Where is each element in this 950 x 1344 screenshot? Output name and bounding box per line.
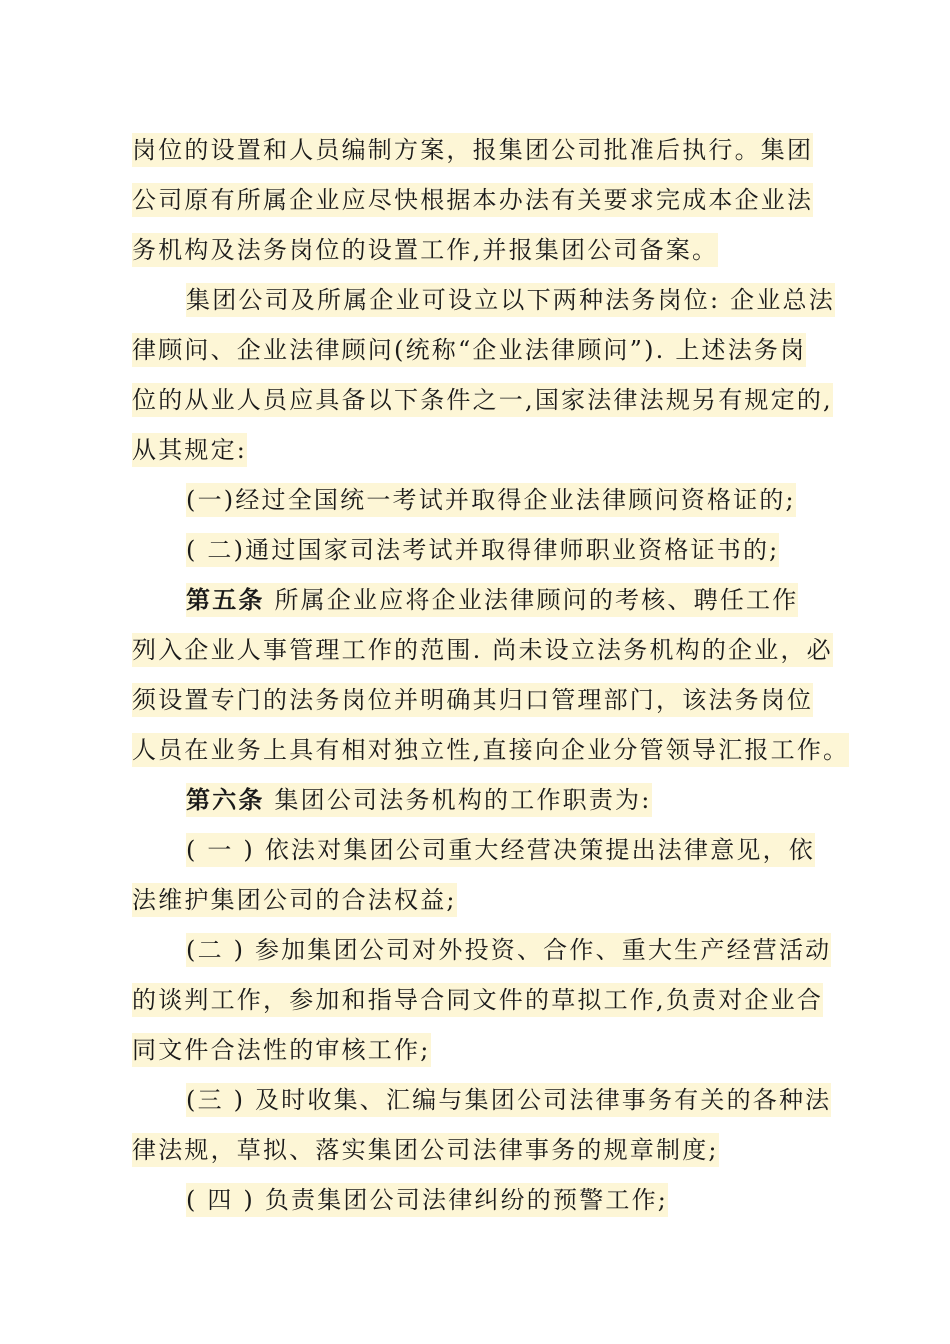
- text-line: [132, 725, 849, 775]
- text-line: [186, 825, 815, 875]
- article-text: 所属企业应将企业法律顾问的考核、聘任工作: [264, 586, 799, 614]
- line-text: 法维护集团公司的合法权益;: [132, 883, 457, 917]
- line-text: [186, 583, 798, 617]
- line-text: 务机构及法务岗位的设置工作,并报集团公司备案。: [132, 233, 718, 267]
- article-heading-line: [186, 775, 652, 825]
- text-line: [132, 625, 833, 675]
- line-text: 位的从业人员应具备以下条件之一,国家法律法规另有规定的,: [132, 383, 833, 417]
- text-line: [132, 1125, 719, 1175]
- text-line: [186, 1175, 668, 1225]
- text-line: [132, 125, 813, 175]
- line-text: ( 二)通过国家司法考试并取得律师职业资格证书的;: [186, 533, 779, 567]
- line-text: 须设置专门的法务岗位并明确其归口管理部门，该法务岗位: [132, 683, 813, 717]
- text-line: [186, 475, 796, 525]
- line-text: ( 四 ) 负责集团公司法律纠纷的预警工作;: [186, 1183, 668, 1217]
- line-text: 律顾问、企业法律顾问(统称“企业法律顾问”). 上述法务岗: [132, 333, 806, 367]
- text-line: [132, 975, 823, 1025]
- line-text: 从其规定:: [132, 433, 247, 467]
- line-text: (一)经过全国统一考试并取得企业法律顾问资格证的;: [186, 483, 796, 517]
- text-line: [132, 1025, 431, 1075]
- line-text: 列入企业人事管理工作的范围. 尚未设立法务机构的企业，必: [132, 633, 833, 667]
- line-text: 同文件合法性的审核工作;: [132, 1033, 431, 1067]
- article-number: 第五条: [186, 585, 265, 614]
- text-line: [132, 875, 457, 925]
- line-text: ( 一 ) 依法对集团公司重大经营决策提出法律意见，依: [186, 833, 815, 867]
- text-line: [132, 325, 806, 375]
- line-text: 人员在业务上具有相对独立性,直接向企业分管领导汇报工作。: [132, 733, 849, 767]
- article-heading-line: [186, 575, 798, 625]
- line-text: [186, 783, 652, 817]
- article-number: 第六条: [186, 785, 265, 814]
- text-line: [132, 375, 833, 425]
- text-line: [186, 525, 779, 575]
- line-text: 律法规，草拟、落实集团公司法律事务的规章制度;: [132, 1133, 719, 1167]
- text-line: [132, 175, 813, 225]
- text-line: [132, 225, 718, 275]
- text-line: [186, 925, 831, 975]
- text-line: [132, 425, 247, 475]
- line-text: 岗位的设置和人员编制方案，报集团公司批准后执行。集团: [132, 133, 813, 167]
- line-text: (三 ) 及时收集、汇编与集团公司法律事务有关的各种法: [186, 1083, 831, 1117]
- line-text: 集团公司及所属企业可设立以下两种法务岗位: 企业总法: [186, 283, 835, 317]
- line-text: 公司原有所属企业应尽快根据本办法有关要求完成本企业法: [132, 183, 813, 217]
- text-line: [186, 275, 835, 325]
- article-text: 集团公司法务机构的工作职责为:: [264, 786, 652, 814]
- line-text: (二 ) 参加集团公司对外投资、合作、重大生产经营活动: [186, 933, 831, 967]
- text-line: [132, 675, 813, 725]
- text-line: [186, 1075, 831, 1125]
- line-text: 的谈判工作，参加和指导合同文件的草拟工作,负责对企业合: [132, 983, 823, 1017]
